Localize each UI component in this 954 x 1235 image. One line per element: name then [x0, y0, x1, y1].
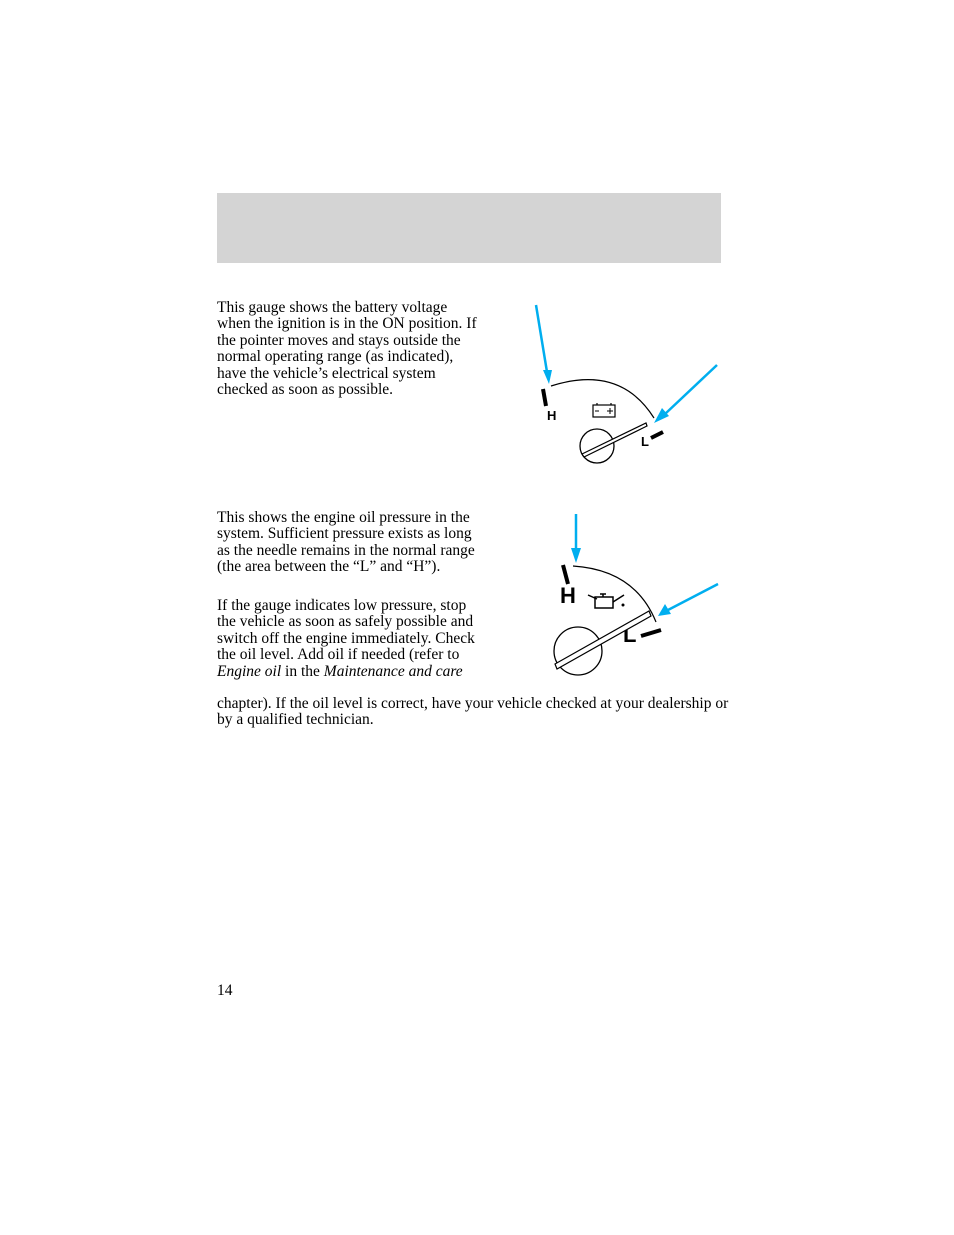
battery-icon	[593, 403, 615, 417]
oil-paragraph-3	[217, 696, 737, 729]
oil-paragraph-2-text	[217, 598, 477, 680]
battery-high-label: H	[547, 408, 557, 423]
battery-low-tick	[651, 432, 663, 438]
oil-paragraph-2-part1: If the gauge indicates low pressure, stop the vehicle as soon as safely possible and switch off the engine immediately. Check the oil level. Add oil if needed (refer to	[217, 597, 475, 664]
oil-low-arrow	[658, 584, 718, 616]
battery-gauge-arc	[551, 380, 654, 418]
battery-high-tick	[543, 389, 546, 406]
battery-low-label: L	[641, 434, 649, 449]
battery-low-arrow	[654, 365, 717, 423]
oil-paragraph-2-part2: in the	[281, 662, 324, 680]
oil-high-arrow	[571, 514, 581, 563]
oil-paragraph-3-text: chapter). If the oil level is correct, have your vehicle checked at your dealership or by a qualified technician.	[217, 695, 729, 729]
oil-high-label: H	[560, 583, 576, 608]
battery-gauge-illustration	[520, 300, 730, 470]
battery-high-arrow	[536, 305, 552, 384]
maintenance-chapter-reference: Maintenance and care	[323, 662, 463, 680]
page-number: 14	[217, 982, 233, 999]
oil-low-tick	[641, 630, 661, 636]
oil-low-label: L	[623, 622, 637, 647]
battery-description	[217, 300, 477, 398]
battery-paragraph: This gauge shows the battery voltage when the ignition is in the ON position. If the pointer moves and stays outside the normal operating range (as indicated), have the vehicle’s electrical system checked as soon as possible.	[217, 299, 477, 399]
oil-paragraph-1	[217, 510, 477, 576]
oil-paragraph-1-text: This shows the engine oil pressure in the system. Sufficient pressure exists as long as the needle remains in the normal range (the area between the “L” and “H”).	[217, 509, 475, 576]
header-band	[217, 193, 721, 263]
battery-gauge-hub	[580, 429, 614, 463]
engine-oil-reference: Engine oil	[217, 662, 282, 680]
oil-gauge-illustration	[540, 510, 730, 690]
oil-can-icon	[588, 594, 625, 608]
oil-paragraph-2	[217, 598, 477, 680]
oil-high-tick	[563, 565, 568, 584]
